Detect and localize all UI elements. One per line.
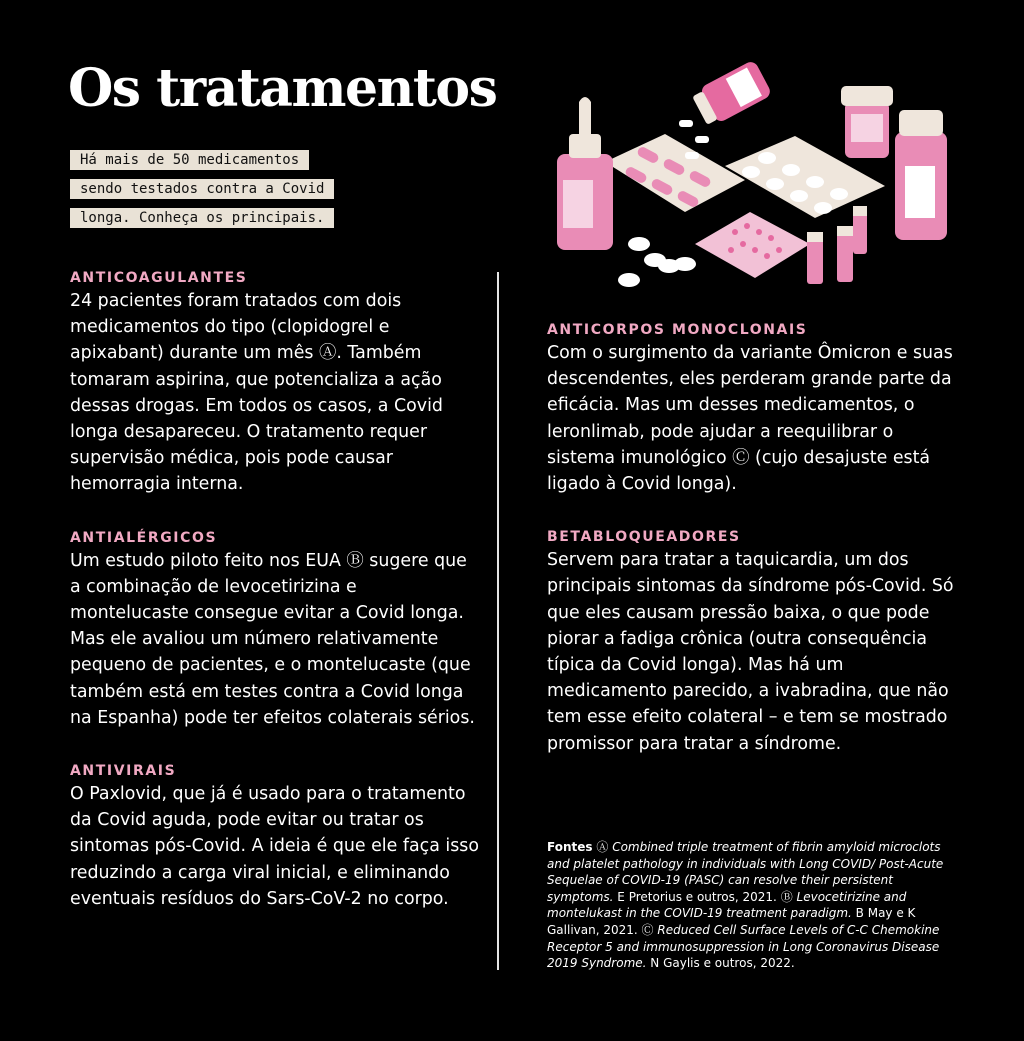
section-heading: BETABLOQUEADORES: [547, 529, 741, 546]
source-a-title: Combined triple treatment of fibrin amyloid microclots and platelet pathology in individuals with Long COVID/ Post-Acute Sequelae of COVID-19 (PASC) can resolve their persistent symptoms.: [547, 840, 944, 904]
section-betabloqueadores: [547, 527, 957, 757]
source-b-mark: Ⓑ: [780, 889, 793, 904]
section-anticorpos: [547, 320, 957, 497]
subtitle-line-2: sendo testados contra a Covid: [70, 179, 334, 199]
source-b-title: Levocetirizine and montelukast in the COVID-19 treatment paradigm.: [547, 889, 907, 921]
section-heading: ANTIALÉRGICOS: [70, 529, 218, 546]
section-body: Com o surgimento da variante Ômicron e suas descendentes, eles perderam grande parte da eficácia. Mas um desses medicamentos, o leronlimab, pode ajudar a reequilibrar o sistema imunológico Ⓒ (cujo desajuste está ligado à Covid longa).: [547, 343, 953, 495]
sources: [547, 839, 957, 972]
sources-label: Fontes: [547, 840, 593, 854]
source-c-authors: N Gaylis e outros, 2022.: [650, 956, 795, 971]
section-heading: ANTICOAGULANTES: [70, 270, 248, 286]
right-column: [547, 320, 957, 779]
section-body: Servem para tratar a taquicardia, um dos principais sintomas da síndrome pós-Covid. Só que eles causam pressão baixa, o que pode piorar a fadiga crônica (outra consequência típica da Covid longa). Mas há um medicamento parecido, a ivabradina, que não tem esse efeito colateral – e tem se mostrado promissor para tratar a síndrome.: [547, 550, 954, 754]
subtitle-line-1: Há mais de 50 medicamentos: [70, 150, 309, 170]
subtitle-line-3: longa. Conheça os principais.: [70, 208, 334, 228]
pills-and-vials-icon: [545, 62, 955, 294]
source-a-authors: E Pretorius e outros, 2021.: [617, 889, 777, 904]
column-divider: [497, 272, 499, 970]
source-a-mark: Ⓐ: [596, 840, 609, 854]
section-heading: ANTICORPOS MONOCLONAIS: [547, 322, 808, 338]
section-body: Um estudo piloto feito nos EUA Ⓑ sugere que a combinação de levocetirizina e montelucaste consegue evitar a Covid longa. Mas ele avaliou um número relativamente pequeno de pacientes, e o montelucaste (que também está em testes contra a Covid longa na Espanha) pode ter efeitos colaterais sérios.: [70, 550, 475, 728]
left-column: [70, 268, 480, 934]
source-c-title: Reduced Cell Surface Levels of C-C Chemokine Receptor 5 and immunosuppression in Long Coronavirus Disease 2019 Syndrome.: [547, 922, 940, 971]
source-c-mark: Ⓒ: [641, 922, 654, 937]
section-antialergicos: [70, 528, 480, 731]
source-b-authors: B May e K Gallivan, 2021.: [547, 906, 916, 937]
page-title: Os tratamentos: [68, 58, 497, 119]
section-anticoagulantes: [70, 268, 480, 498]
section-heading: ANTIVIRAIS: [70, 763, 177, 780]
section-body: 24 pacientes foram tratados com dois medicamentos do tipo (clopidogrel e apixabant) durante um mês Ⓐ. Também tomaram aspirina, que potencializa a ação dessas drogas. Em todos os casos, a Covid longa desapareceu. O tratamento requer supervisão médica, pois pode causar hemorragia interna.: [70, 291, 443, 495]
section-body: O Paxlovid, que já é usado para o tratamento da Covid aguda, pode evitar ou tratar os sintomas pós-Covid. A ideia é que ele faça isso reduzindo a carga viral inicial, e eliminando eventuais resíduos do Sars-CoV-2 no corpo.: [70, 784, 479, 909]
section-antivirais: [70, 761, 480, 912]
subtitle: [70, 146, 400, 233]
